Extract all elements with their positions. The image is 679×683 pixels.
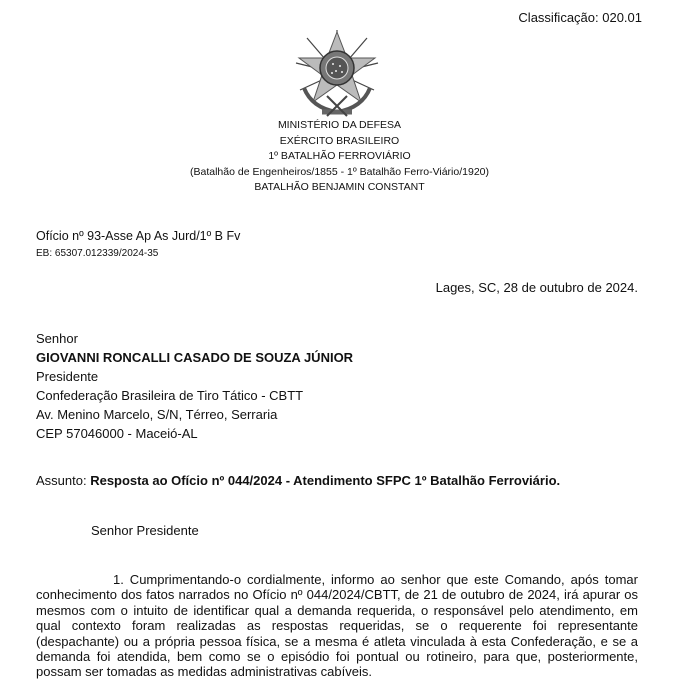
battalion-history-line: (Batalhão de Engenheiros/1855 - 1º Batalhão Ferro-Viário/1920) [190,165,489,178]
paragraph-1: 1. Cumprimentando-o cordialmente, informo ao senhor que este Comando, após tomar conhecimento dos fatos narrados no Ofício nº 044/2024/CBTT, de 21 de outubro de 2024, irá apurar os mesmos com o intuito de identificar qual a demanda requerida, o responsável pelo atendimento, em qual contexto foram realizadas as respostas requeridas, se o requerente foi representante (despachante) ou a própria pessoa física, se a mesma é atleta vinculada à esta Confederação, e se a demanda foi atendida, bem como se o episódio foi pontual ou rotineiro, para que, posteriormente, possam ser tomadas as medidas administrativas cabíveis. [36,572,638,680]
army-line: EXÉRCITO BRASILEIRO [279,134,400,147]
subject-text: Resposta ao Ofício nº 044/2024 - Atendimento SFPC 1º Batalhão Ferroviário. [90,473,561,488]
addressee-name: GIOVANNI RONCALLI CASADO DE SOUZA JÚNIOR [36,350,354,365]
addressee-cep: CEP 57046000 - Maceió-AL [36,426,198,441]
brazil-coat-of-arms-icon [292,28,382,118]
subject-label: Assunto: [36,473,91,488]
addressee-role: Presidente [36,369,99,384]
battalion-line: 1º BATALHÃO FERROVIÁRIO [268,150,411,162]
addressee-block [36,329,353,443]
greeting: Senhor Presidente [91,523,199,538]
subject-line [36,473,560,488]
ministry-line: MINISTÉRIO DA DEFESA [277,119,402,131]
battalion-name-line: BATALHÃO BENJAMIN CONSTANT [254,181,425,193]
addressee-organization: Confederação Brasileira de Tiro Tático - CBTT [36,388,304,403]
oficio-reference: Ofício nº 93-Asse Ap As Jurd/1º B Fv [36,229,241,243]
addressee-salutation: Senhor [36,331,78,346]
document-date: Lages, SC, 28 de outubro de 2024. [435,280,638,295]
eb-number: EB: 65307.012339/2024-35 [36,248,159,259]
letterhead [0,118,679,196]
classification-label: Classificação: 020.01 [518,10,642,25]
body-paragraph [36,572,638,680]
addressee-street: Av. Menino Marcelo, S/N, Térreo, Serraria [36,407,278,422]
